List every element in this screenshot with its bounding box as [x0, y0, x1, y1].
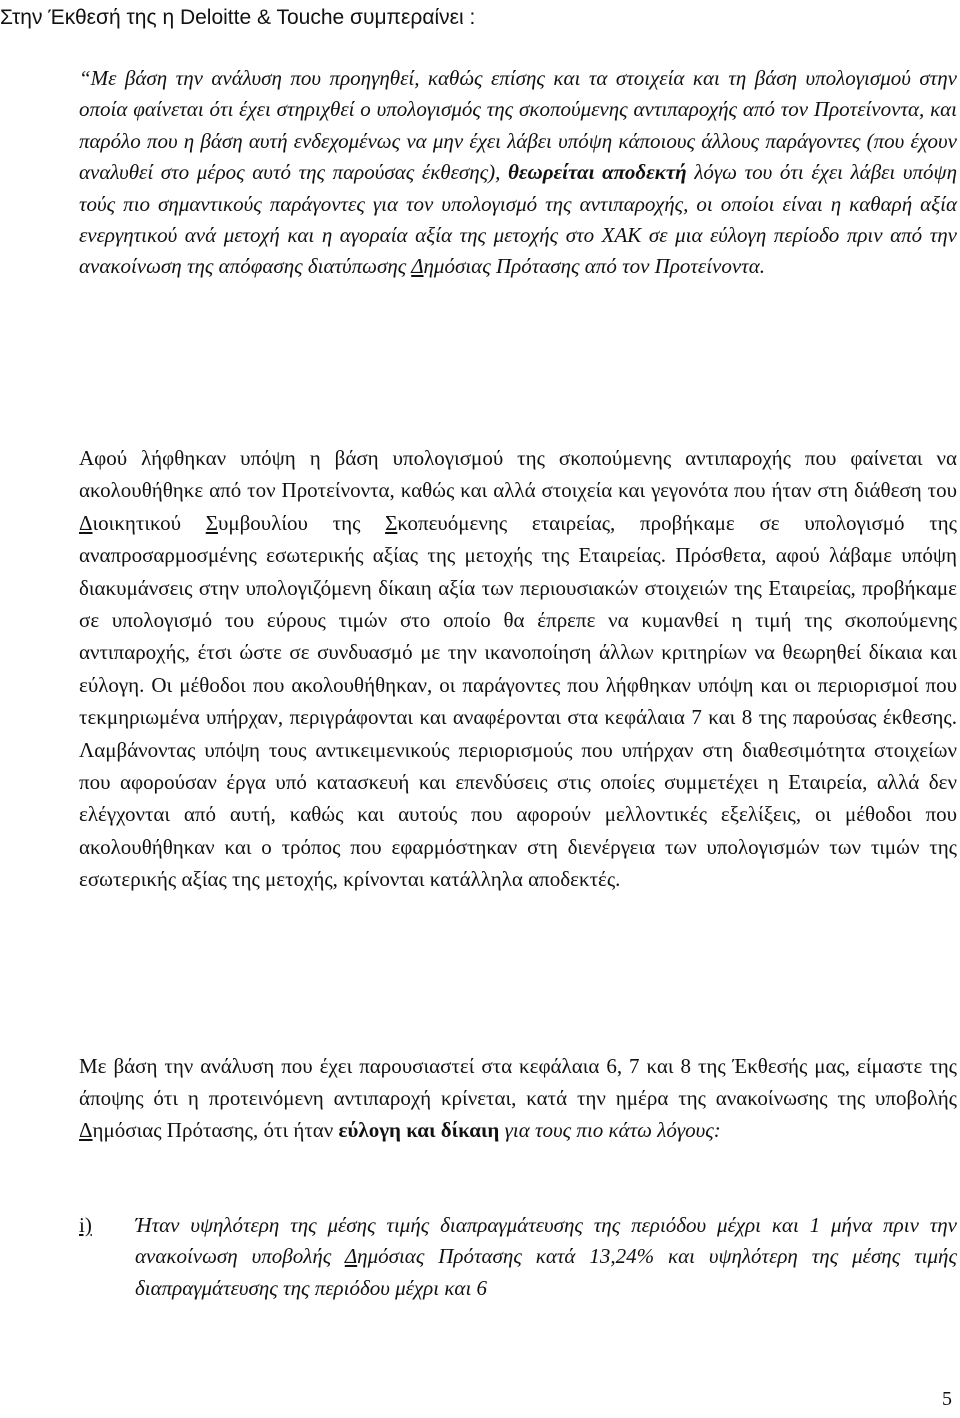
p3-tail: για τους πιο κάτω λόγους:	[499, 1118, 721, 1143]
p2-text-2: ιοικητικού	[92, 510, 206, 535]
p3-text-2: ημόσιας Πρότασης, ότι ήταν	[92, 1118, 339, 1143]
list-item-text	[135, 1210, 957, 1304]
conclusion-paragraph	[79, 1050, 957, 1147]
list-text-1: Ήταν υψηλότερη της μέσης τιμής διαπραγμάτευσης της περιόδου μέχρι και 1 μήνα πριν την ανακοίνωση υποβολής	[135, 1213, 957, 1269]
quote-text-end: ημόσιας Πρότασης από τον Προτείνοντα.	[423, 254, 765, 279]
deloitte-quote	[79, 63, 957, 283]
quote-emphasis: θεωρείται αποδεκτή	[508, 160, 687, 185]
list-marker: i)	[79, 1213, 92, 1237]
quote-text-cont: λόγω του ότι έχει λάβει υπόψη τούς πιο σημαντικούς παράγοντες για τον υπολογισμό της αντιπαροχής, οι οποίοι είναι η καθαρή αξία ενεργητικού ανά μετοχή και η αγοραία αξία της μετοχής στο ΧΑΚ σε μια εύλογη περίοδο πριν από την ανακοίνωση της απόφασης διατύπωσης	[79, 160, 957, 279]
analysis-paragraph	[79, 442, 957, 896]
p2-text-1: Αφού λήφθηκαν υπόψη η βάση υπολογισμού της σκοπούμενης αντιπαροχής που φαίνεται να ακολουθήθηκε από τον Προτείνοντα, καθώς και αλλά στοιχεία και γεγονότα που ήταν στη διάθεση του	[79, 446, 957, 503]
p3-underlined-1: Δ	[79, 1118, 93, 1143]
intro-heading: Στην Έκθεσή της η Deloitte & Touche συμπεραίνει :	[0, 6, 476, 29]
p2-text-3: υμβουλίου της	[217, 510, 386, 535]
p2-underlined-2: Σ	[205, 510, 218, 535]
list-text-2: ημόσιας Πρότασης κατά 13,24% και υψηλότερη της μέσης τιμής διαπραγμάτευσης της περιόδου μέχρι και 6	[135, 1244, 957, 1300]
page-number: 5	[942, 1388, 952, 1410]
quote-underlined-letter: Δ	[411, 254, 424, 279]
p2-underlined-1: Δ	[79, 510, 93, 535]
quote-text: “Με βάση την ανάλυση που προηγηθεί, καθώς επίσης και τα στοιχεία και τη βάση υπολογισμού στην οποία φαίνεται ότι έχει στηριχθεί ο υπολογισμός της σκοπούμενης αντιπαροχής από τον Προτείνοντα, και παρόλο που η βάση αυτή ενδεχομένως να μην έχει λάβει υπόψη κάποιους άλλους παράγοντες (που έχουν αναλυθεί στο μέρος αυτό της παρούσας έκθεσης),	[79, 66, 957, 185]
p2-text-4: κοπευόμενης εταιρείας, προβήκαμε σε υπολογισμό της αναπροσαρμοσμένης εσωτερικής αξίας της μετοχής της Εταιρείας. Πρόσθετα, αφού λάβαμε υπόψη διακυμάνσεις στην υπολογιζόμενη δίκαιη αξία των περιουσιακών στοιχειών της Εταιρείας, προβήκαμε σε υπολογισμό του εύρους τιμών στο οποίο θα έπρεπε να κυμανθεί η τιμή της σκοπούμενης αντιπαροχής, έτσι ώστε σε συνδυασμό με την ικανοποίηση άλλων κριτηρίων να θεωρηθεί δίκαια και εύλογη. Οι μέθοδοι που ακολουθήθηκαν, οι παράγοντες που λήφθηκαν υπόψη και οι περιορισμοί που τεκμηριωμένα υπήρχαν, περιγράφονται και αναφέρονται στα κεφάλαια 7 και 8 της παρούσας έκθεσης. Λαμβάνοντας υπόψη τους αντικειμενικούς περιορισμούς που υπήρχαν στη διαθεσιμότητα στοιχείων που αφορούσαν έργα υπό κατασκευή και επενδύσεις στις οποίες συμμετέχει η Εταιρεία, αλλά δεν ελέγχονται από αυτή, καθώς και αυτούς που αφορούν μελλοντικές εξελίξεις, οι μέθοδοι που ακολουθήθηκαν και ο τρόπος που εφαρμόστηκαν στη διενέργεια των υπολογισμών των τιμών της εσωτερικής αξίας της μετοχής, κρίνονται κατάλληλα αποδεκτές.	[79, 510, 957, 892]
p3-text-1: Με βάση την ανάλυση που έχει παρουσιαστεί στα κεφάλαια 6, 7 και 8 της Έκθεσής μας, είμαστε της άποψης ότι η προτεινόμενη αντιπαροχή κρίνεται, κατά την ημέρα της ανακοίνωσης της υποβολής	[79, 1054, 957, 1111]
list-underlined-1: Δ	[344, 1244, 358, 1269]
p2-underlined-3: Σ	[385, 510, 398, 535]
p3-emphasis: εύλογη και δίκαιη	[338, 1118, 500, 1143]
